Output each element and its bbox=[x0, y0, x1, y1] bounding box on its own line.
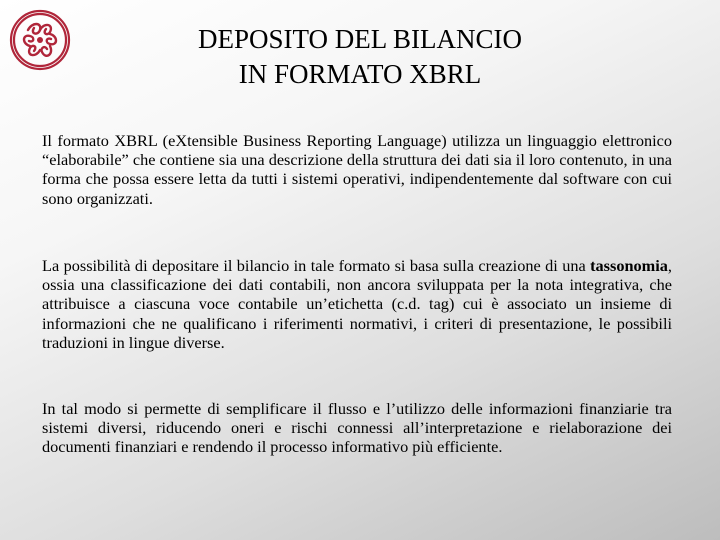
page-title bbox=[100, 22, 620, 92]
tassonomia-term: tassonomia bbox=[590, 256, 668, 275]
ordine-commercialisti-logo-icon bbox=[8, 8, 72, 72]
title-line-1: DEPOSITO DEL BILANCIO bbox=[198, 24, 522, 54]
paragraph-tassonomia-text-after: , ossia una classificazione dei dati contabili, non ancora sviluppata per la nota integrativa, che attribuisce a ciascuna voce contabile un’etichetta (c.d. tag) cui è associato un insieme di informazioni che ne qualificano i riferimenti normativi, i criteri di presentazione, le possibili traduzioni in lingue diverse. bbox=[42, 256, 672, 352]
title-line-2: IN FORMATO XBRL bbox=[238, 59, 482, 89]
paragraph-tassonomia bbox=[42, 256, 672, 352]
paragraph-tassonomia-text-before: La possibilità di depositare il bilancio in tale formato si basa sulla creazione di una bbox=[42, 256, 591, 275]
paragraph-semplificazione: In tal modo si permette di semplificare il flusso e l’utilizzo delle informazioni finanziarie tra sistemi diversi, riducendo oneri e rischi connessi all’interpretazione e rielaborazione dei documenti finanziari e rendendo il processo informativo più efficiente. bbox=[42, 399, 672, 457]
paragraph-xbrl-definition: Il formato XBRL (eXtensible Business Reporting Language) utilizza un linguaggio elettronico “elaborabile” che contiene sia una descrizione della struttura dei dati sia il loro contenuto, in una forma che possa essere letta da tutti i sistemi operativi, indipendentemente dal software con cui sono organizzati. bbox=[42, 131, 672, 208]
